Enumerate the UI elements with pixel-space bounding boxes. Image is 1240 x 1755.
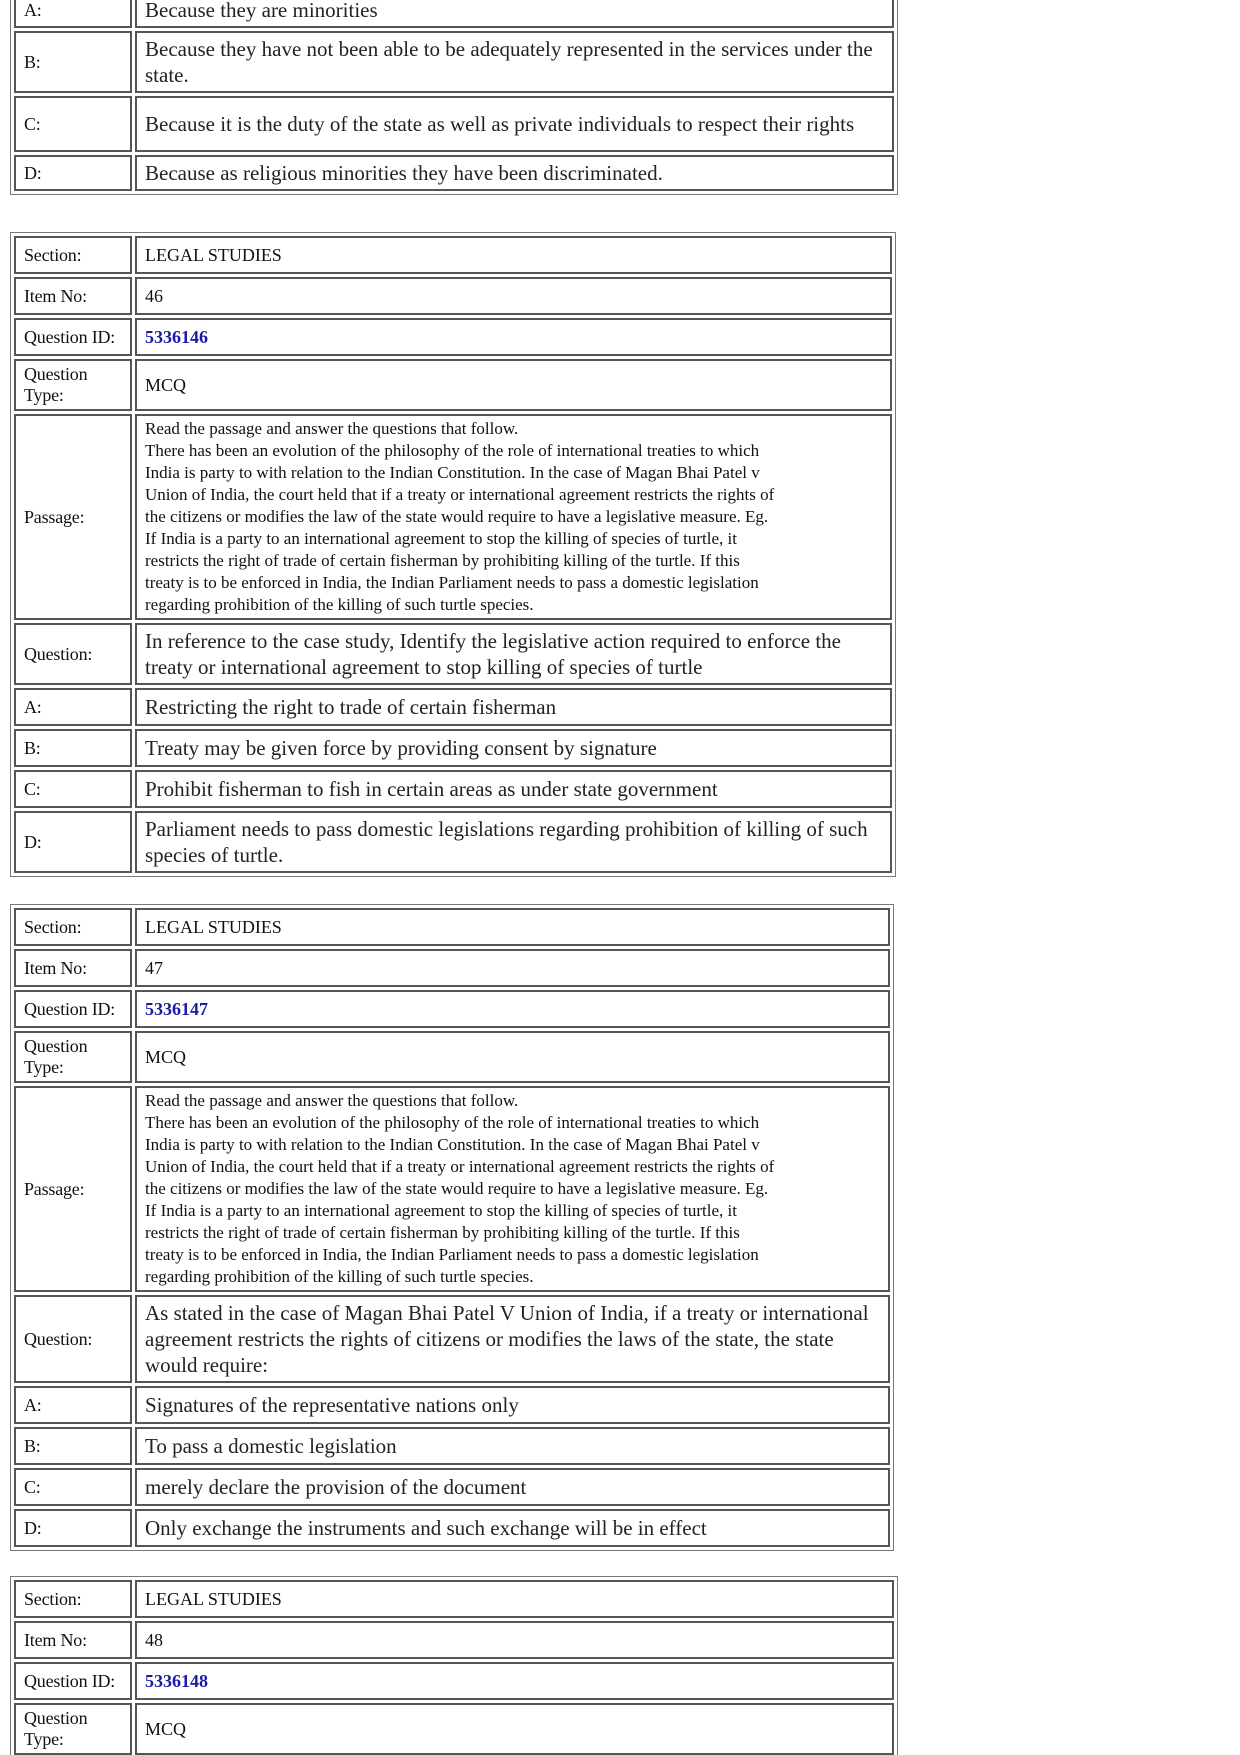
- question-table-46: [10, 232, 896, 877]
- question-type-value: MCQ: [135, 359, 892, 411]
- option-text: Because they have not been able to be adequately represented in the services under the state.: [135, 31, 894, 93]
- section-value: LEGAL STUDIES: [135, 1580, 894, 1618]
- section-label: Section:: [14, 908, 132, 946]
- question-id-row: [14, 990, 890, 1028]
- option-row-a: [14, 0, 894, 28]
- question-id-label: Question ID:: [14, 318, 132, 356]
- passage-line: treaty is to be enforced in India, the Indian Parliament needs to pass a domestic legislation: [145, 1245, 759, 1264]
- option-row-d: [14, 811, 892, 873]
- passage-line: If India is a party to an international agreement to stop the killing of species of turtle, it: [145, 1201, 737, 1220]
- item-no-label: Item No:: [14, 949, 132, 987]
- question-id-label: Question ID:: [14, 1662, 132, 1700]
- question-id-cell: [135, 990, 890, 1028]
- question-id-value: 5336146: [145, 326, 208, 347]
- option-label: C:: [14, 96, 132, 152]
- option-label: B:: [14, 31, 132, 93]
- question-id-row: [14, 1662, 894, 1700]
- question-type-label: Question Type:: [14, 1031, 132, 1083]
- option-text: merely declare the provision of the document: [135, 1468, 890, 1506]
- option-row-c: [14, 770, 892, 808]
- passage-label: Passage:: [14, 1086, 132, 1292]
- option-label: D:: [14, 155, 132, 191]
- option-label: C:: [14, 1468, 132, 1506]
- section-value: LEGAL STUDIES: [135, 236, 892, 274]
- option-label: A:: [14, 1386, 132, 1424]
- passage-label: Passage:: [14, 414, 132, 620]
- option-label: D:: [14, 1509, 132, 1547]
- item-no-value: 46: [135, 277, 892, 315]
- option-text: Prohibit fisherman to fish in certain areas as under state government: [135, 770, 892, 808]
- section-row: [14, 908, 890, 946]
- passage-text: [135, 1086, 890, 1292]
- option-row-a: [14, 688, 892, 726]
- option-label: A:: [14, 0, 132, 28]
- option-text: Only exchange the instruments and such exchange will be in effect: [135, 1509, 890, 1547]
- passage-text: [135, 414, 892, 620]
- question-type-label: Question Type:: [14, 359, 132, 411]
- option-label: A:: [14, 688, 132, 726]
- section-row: [14, 1580, 894, 1618]
- option-row-d: [14, 1509, 890, 1547]
- item-no-label: Item No:: [14, 277, 132, 315]
- option-row-b: [14, 729, 892, 767]
- passage-line: the citizens or modifies the law of the state would require to have a legislative measure. Eg.: [145, 507, 769, 526]
- option-text: Treaty may be given force by providing consent by signature: [135, 729, 892, 767]
- option-label: D:: [14, 811, 132, 873]
- passage-line: treaty is to be enforced in India, the Indian Parliament needs to pass a domestic legislation: [145, 573, 759, 592]
- option-text: Restricting the right to trade of certain fisherman: [135, 688, 892, 726]
- question-text: In reference to the case study, Identify the legislative action required to enforce the treaty or international agreement to stop killing of species of turtle: [135, 623, 892, 685]
- passage-line: If India is a party to an international agreement to stop the killing of species of turtle, it: [145, 529, 737, 548]
- passage-line: restricts the right of trade of certain fisherman by prohibiting killing of the turtle. If this: [145, 551, 740, 570]
- option-row-b: [14, 31, 894, 93]
- item-no-row: [14, 1621, 894, 1659]
- option-text: Signatures of the representative nations only: [135, 1386, 890, 1424]
- item-no-row: [14, 277, 892, 315]
- item-no-value: 48: [135, 1621, 894, 1659]
- passage-line: restricts the right of trade of certain fisherman by prohibiting killing of the turtle. If this: [145, 1223, 740, 1242]
- option-row-d: [14, 155, 894, 191]
- option-text: Because they are minorities: [135, 0, 894, 28]
- item-no-value: 47: [135, 949, 890, 987]
- question-table-prev: [10, 0, 898, 195]
- question-table-47: [10, 904, 894, 1551]
- option-row-c: [14, 1468, 890, 1506]
- passage-line: There has been an evolution of the philosophy of the role of international treaties to which: [145, 441, 760, 460]
- question-text: As stated in the case of Magan Bhai Patel V Union of India, if a treaty or international agreement restricts the rights of citizens or modifies the laws of the state, the state would require:: [135, 1295, 890, 1383]
- passage-line: regarding prohibition of the killing of such turtle species.: [145, 1267, 534, 1286]
- question-type-row: [14, 1031, 890, 1083]
- option-text: Parliament needs to pass domestic legislations regarding prohibition of killing of such species of turtle.: [135, 811, 892, 873]
- section-label: Section:: [14, 236, 132, 274]
- passage-line: Read the passage and answer the questions that follow.: [145, 419, 519, 438]
- option-row-b: [14, 1427, 890, 1465]
- question-id-cell: [135, 1662, 894, 1700]
- item-no-label: Item No:: [14, 1621, 132, 1659]
- question-label: Question:: [14, 623, 132, 685]
- option-row-c: [14, 96, 894, 152]
- option-label: B:: [14, 1427, 132, 1465]
- passage-line: Union of India, the court held that if a treaty or international agreement restricts the rights of: [145, 1157, 775, 1176]
- question-id-value: 5336148: [145, 1670, 208, 1691]
- passage-line: Union of India, the court held that if a treaty or international agreement restricts the rights of: [145, 485, 775, 504]
- option-text: Because as religious minorities they have been discriminated.: [135, 155, 894, 191]
- question-type-row: [14, 1703, 894, 1755]
- question-row: [14, 623, 892, 685]
- section-value: LEGAL STUDIES: [135, 908, 890, 946]
- question-table-48: [10, 1576, 898, 1755]
- question-row: [14, 1295, 890, 1383]
- question-id-value: 5336147: [145, 998, 208, 1019]
- passage-line: There has been an evolution of the philosophy of the role of international treaties to which: [145, 1113, 760, 1132]
- section-row: [14, 236, 892, 274]
- passage-line: regarding prohibition of the killing of such turtle species.: [145, 595, 534, 614]
- passage-row: [14, 1086, 890, 1292]
- section-label: Section:: [14, 1580, 132, 1618]
- question-id-row: [14, 318, 892, 356]
- item-no-row: [14, 949, 890, 987]
- passage-row: [14, 414, 892, 620]
- passage-line: India is party to with relation to the Indian Constitution. In the case of Magan Bhai Patel v: [145, 463, 760, 482]
- option-row-a: [14, 1386, 890, 1424]
- question-id-cell: [135, 318, 892, 356]
- question-id-label: Question ID:: [14, 990, 132, 1028]
- passage-line: India is party to with relation to the Indian Constitution. In the case of Magan Bhai Patel v: [145, 1135, 760, 1154]
- option-label: C:: [14, 770, 132, 808]
- question-type-row: [14, 359, 892, 411]
- passage-line: Read the passage and answer the questions that follow.: [145, 1091, 519, 1110]
- option-text: Because it is the duty of the state as well as private individuals to respect their rights: [135, 96, 894, 152]
- question-type-label: Question Type:: [14, 1703, 132, 1755]
- question-type-value: MCQ: [135, 1703, 894, 1755]
- question-label: Question:: [14, 1295, 132, 1383]
- question-type-value: MCQ: [135, 1031, 890, 1083]
- option-label: B:: [14, 729, 132, 767]
- passage-line: the citizens or modifies the law of the state would require to have a legislative measure. Eg.: [145, 1179, 769, 1198]
- option-text: To pass a domestic legislation: [135, 1427, 890, 1465]
